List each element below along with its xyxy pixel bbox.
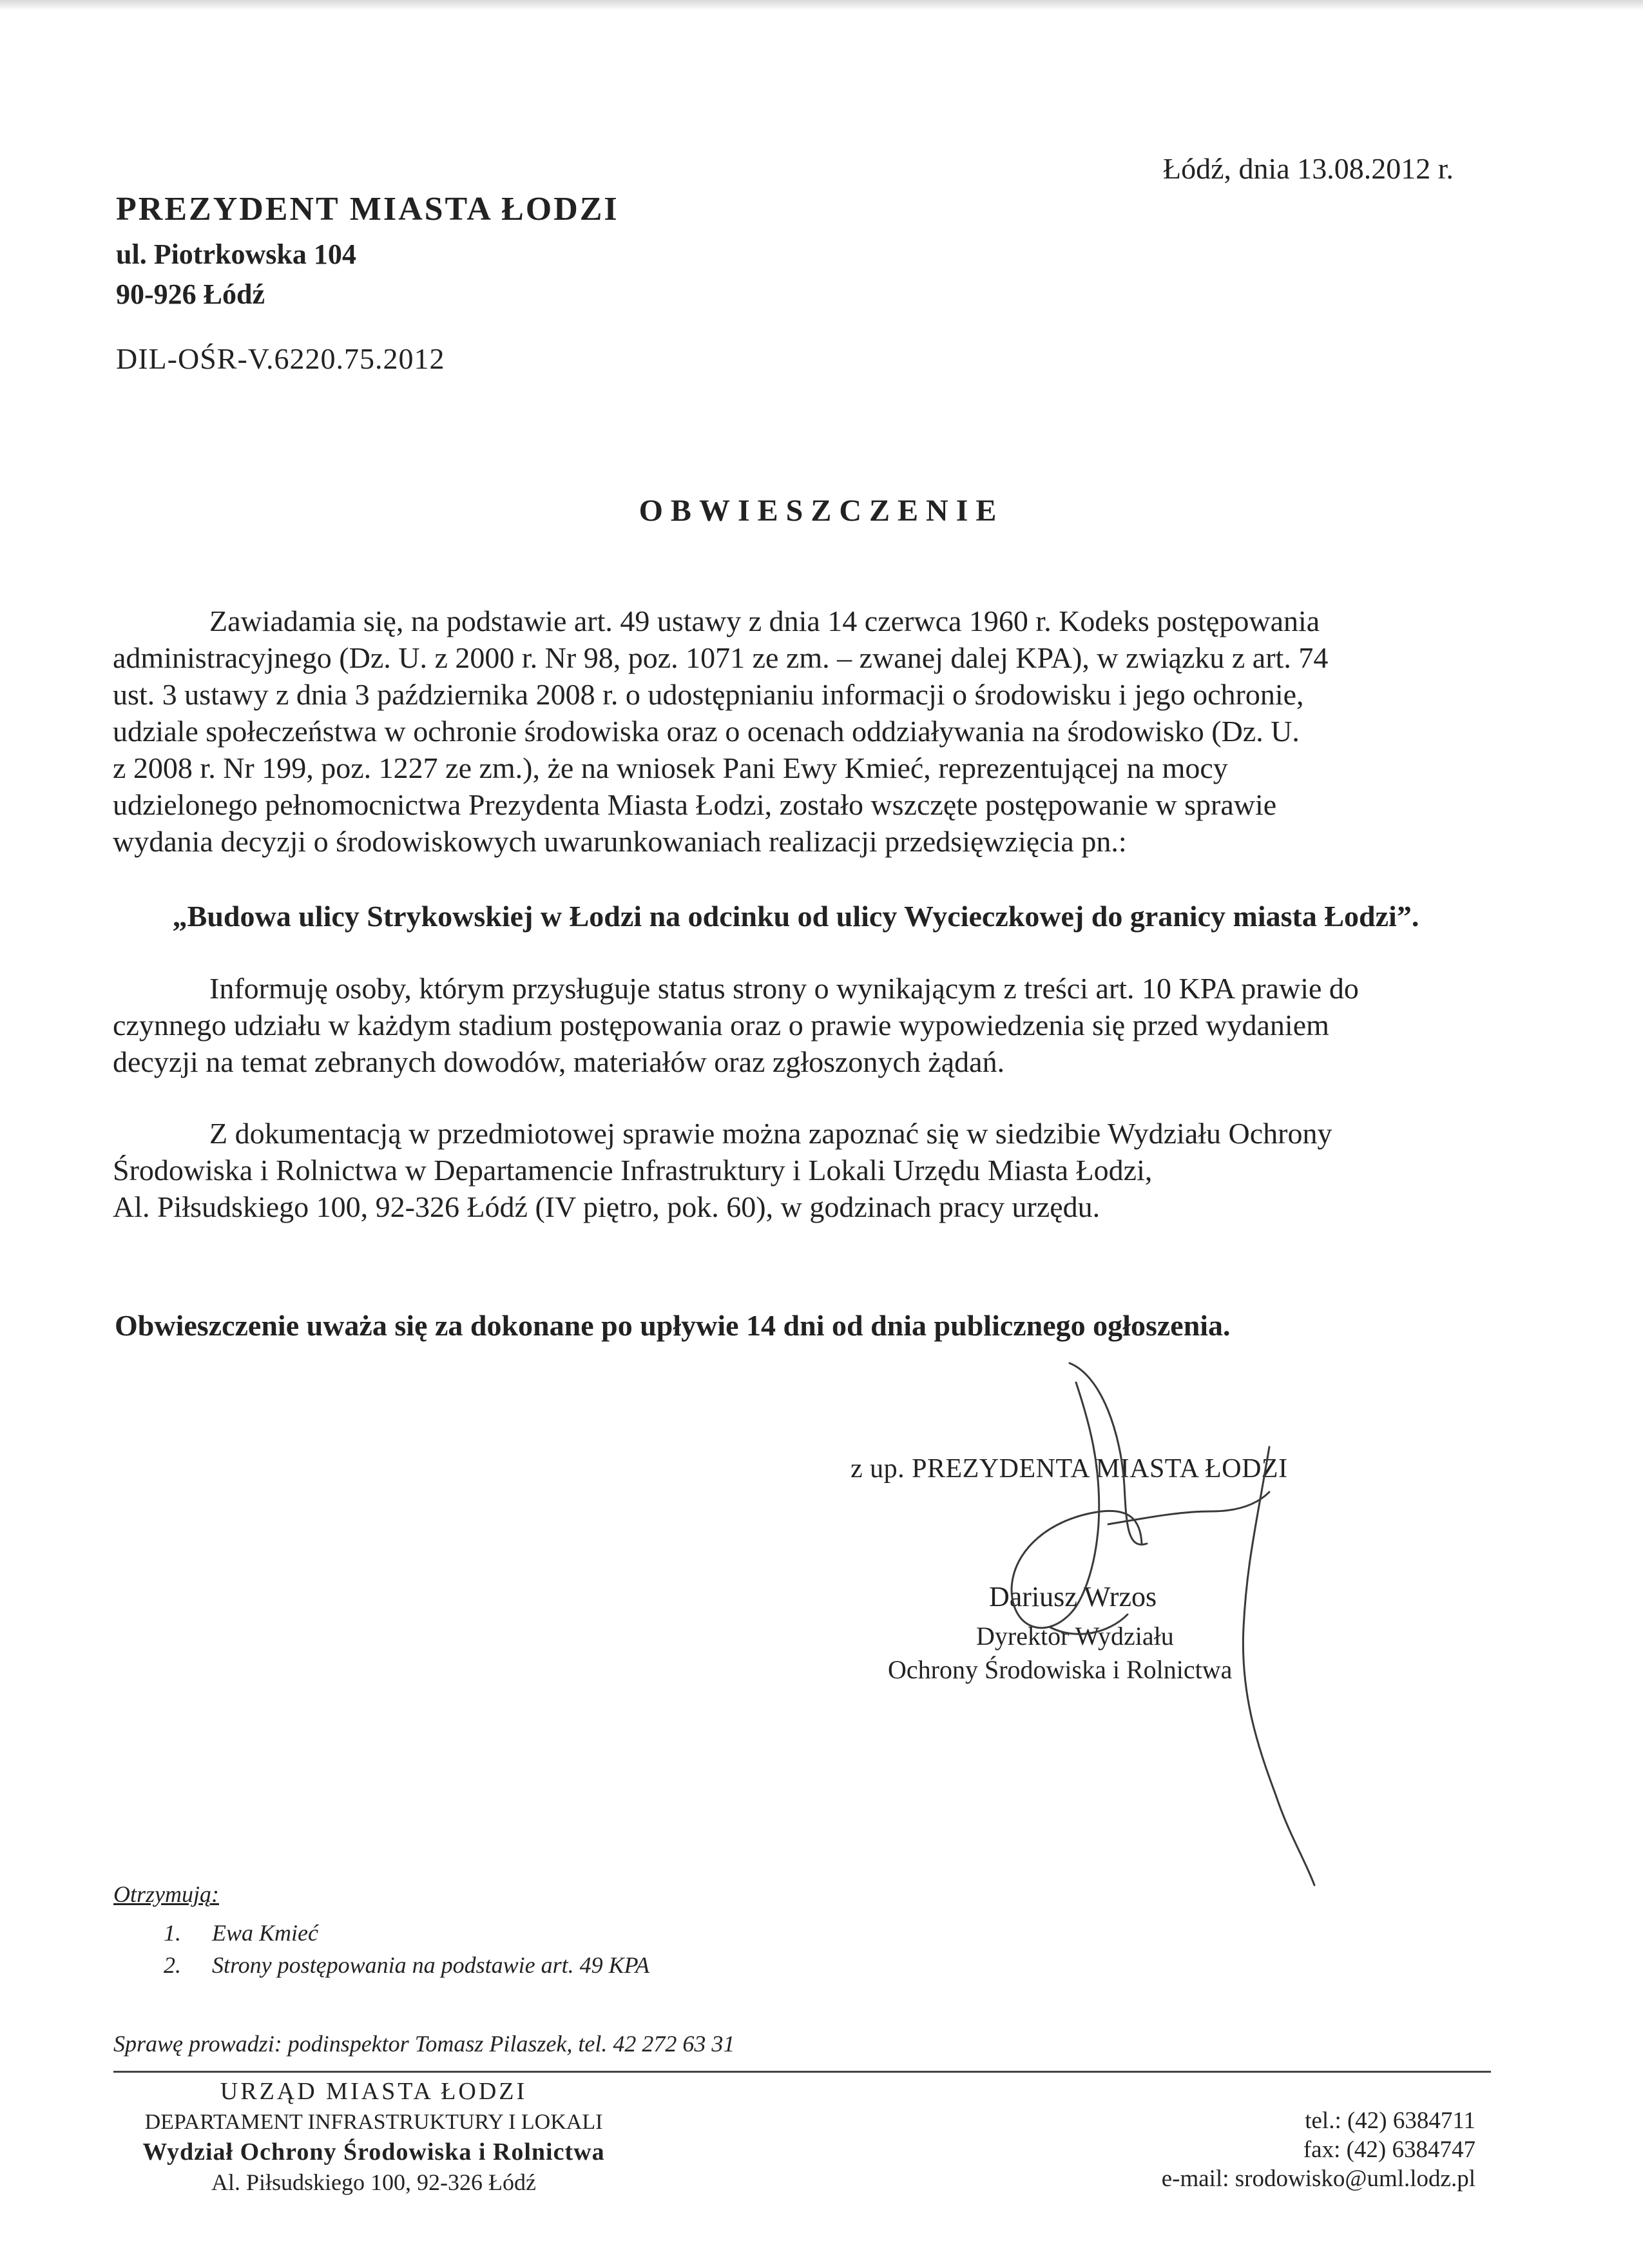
footer-email: e-mail: srodowisko@uml.lodz.pl [1161, 2166, 1475, 2192]
paragraph-line: decyzji na temat zebranych dowodów, materiałów oraz zgłoszonych żądań. [113, 1045, 1005, 1078]
case-handler: Sprawę prowadzi: podinspektor Tomasz Pilaszek, tel. 42 272 63 31 [113, 2031, 735, 2057]
signature-authority: z up. PREZYDENTA MIASTA ŁODZI [850, 1454, 1288, 1484]
paragraph-line: udzielonego pełnomocnictwa Prezydenta Miasta Łodzi, zostało wszczęte postępowanie w sprawie [113, 788, 1277, 821]
paragraph-line: czynnego udziału w każdym stadium postępowania oraz o prawie wypowiedzenia się przed wydaniem [113, 1009, 1329, 1042]
recipient-number: 2. [164, 1952, 181, 1978]
recipients-block [113, 1881, 649, 1981]
paragraph-rights [113, 970, 1479, 1080]
footer-phone: tel.: (42) 6384711 [1305, 2108, 1475, 2134]
recipient-text: Strony postępowania na podstawie art. 49 KPA [212, 1952, 650, 1978]
project-name: „Budowa ulicy Strykowskiej w Łodzi na odcinku od ulicy Wycieczkowej do granicy miasta Łodzi”. [172, 900, 1419, 933]
paragraph-line: ust. 3 ustawy z dnia 3 października 2008 r. o udostępnianiu informacji o środowisku i jego ochronie, [113, 678, 1304, 711]
recipient-item [113, 1949, 649, 1981]
paragraph-line: Zawiadamia się, na podstawie art. 49 ustawy z dnia 14 czerwca 1960 r. Kodeks postępowania [209, 605, 1320, 637]
paragraph-line: administracyjnego (Dz. U. z 2000 r. Nr 98, poz. 1071 ze zm. – zwanej dalej KPA), w związku z art. 74 [113, 641, 1329, 674]
scan-top-edge [0, 0, 1643, 10]
paragraph-line: z 2008 r. Nr 199, poz. 1227 ze zm.), że na wniosek Pani Ewy Kmieć, reprezentującej na mocy [113, 751, 1228, 784]
document-date: Łódź, dnia 13.08.2012 r. [1163, 152, 1454, 185]
signatory-role: Dyrektor Wydziału [976, 1622, 1174, 1651]
paragraph-line: Informuję osoby, którym przysługuje status strony o wynikającym z treści art. 10 KPA prawie do [209, 972, 1359, 1005]
sender-city: 90-926 Łódź [116, 278, 265, 310]
paragraph-line: Z dokumentacją w przedmiotowej sprawie można zapoznać się w siedzibie Wydziału Ochrony [209, 1117, 1332, 1150]
notice-statement: Obwieszczenie uważa się za dokonane po upływie 14 dni od dnia publicznego ogłoszenia. [115, 1309, 1231, 1342]
sender-block [116, 190, 619, 315]
sender-organization: PREZYDENT MIASTA ŁODZI [116, 191, 619, 228]
footer-office-block [116, 2077, 631, 2198]
paragraph-line: udziale społeczeństwa w ochronie środowiska oraz o ocenach oddziaływania na środowisko (Dz. U. [113, 715, 1300, 748]
signatory-department: Ochrony Środowiska i Rolnictwa [888, 1655, 1233, 1684]
footer-contact-block [1162, 2106, 1475, 2193]
paragraph-line: Al. Piłsudskiego 100, 92-326 Łódź (IV piętro, pok. 60), w godzinach pracy urzędu. [113, 1190, 1100, 1223]
document-title: OBWIESZCZENIE [639, 494, 1004, 528]
paragraph-line: wydania decyzji o środowiskowych uwarunkowaniach realizacji przedsięwzięcia pn.: [113, 825, 1127, 858]
sender-street: ul. Piotrkowska 104 [116, 238, 356, 270]
footer-fax: fax: (42) 6384747 [1303, 2137, 1475, 2163]
reference-number: DIL-OŚR-V.6220.75.2012 [116, 342, 445, 375]
footer-divider [113, 2071, 1491, 2073]
signatory-name: Dariusz Wrzos [989, 1581, 1157, 1613]
footer-department: DEPARTAMENT INFRASTRUKTURY I LOKALI [144, 2110, 603, 2134]
footer-office: URZĄD MIASTA ŁODZI [220, 2078, 528, 2105]
paragraph-documentation [113, 1115, 1479, 1225]
footer-address: Al. Piłsudskiego 100, 92-326 Łódź [211, 2169, 536, 2195]
recipient-item [113, 1917, 649, 1949]
recipient-number: 1. [164, 1920, 181, 1946]
recipient-text: Ewa Kmieć [212, 1920, 318, 1946]
paragraph-announcement [113, 603, 1479, 860]
footer-division: Wydział Ochrony Środowiska i Rolnictwa [142, 2138, 605, 2166]
paragraph-line: Środowiska i Rolnictwa w Departamencie Infrastruktury i Lokali Urzędu Miasta Łodzi, [113, 1154, 1153, 1187]
handwritten-signature [954, 1357, 1340, 1892]
recipients-heading: Otrzymują: [113, 1881, 219, 1907]
